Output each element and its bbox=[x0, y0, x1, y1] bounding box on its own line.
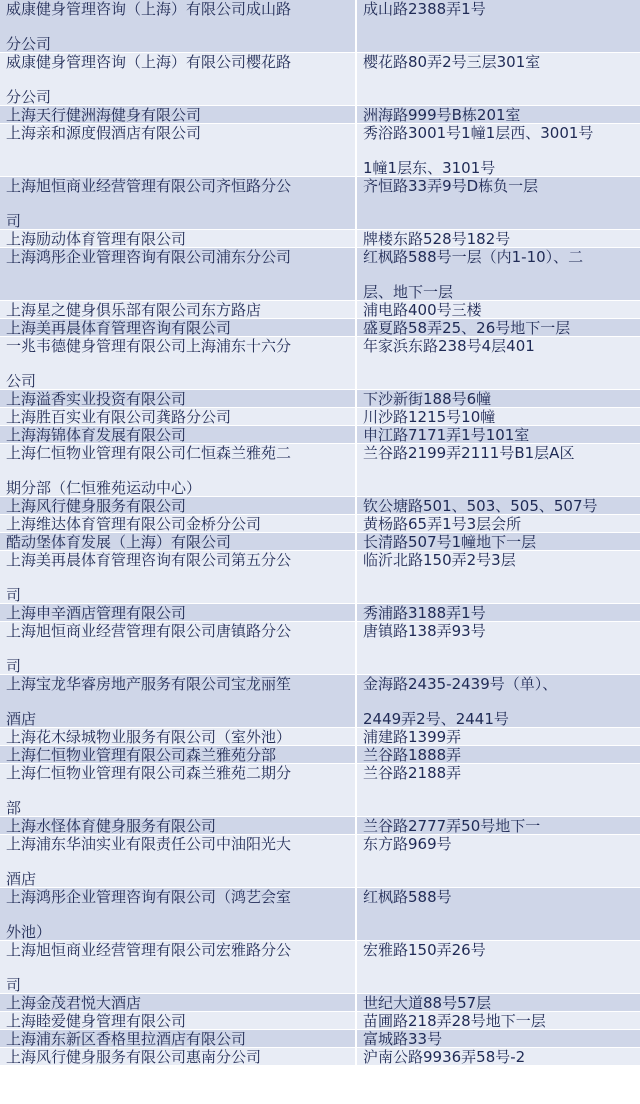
address-text: 牌楼东路528号182号 bbox=[363, 230, 511, 248]
company-name-text: 上海鸿彤企业管理咨询有限公司（鸿艺会室 bbox=[6, 888, 292, 906]
address-cell bbox=[357, 675, 640, 728]
company-name-text: 上海鸿彤企业管理咨询有限公司浦东分公司 bbox=[6, 248, 292, 266]
company-name-cell bbox=[0, 301, 357, 319]
address-cell bbox=[357, 551, 640, 604]
address-text: 盛夏路58弄25、26号地下一层 bbox=[363, 319, 571, 337]
company-name-text: 酒店 bbox=[6, 870, 37, 888]
address-text: 唐镇路138弄93号 bbox=[363, 622, 486, 640]
address-text: 兰谷路2777弄50号地下一 bbox=[363, 817, 541, 835]
company-name-text: 上海海锦体育发展有限公司 bbox=[6, 426, 187, 444]
company-name-text: 司 bbox=[6, 212, 22, 230]
company-name-cell bbox=[0, 124, 357, 177]
address-cell bbox=[357, 1012, 640, 1030]
address-cell bbox=[357, 888, 640, 941]
address-text: 金海路2435-2439号（单）、 bbox=[363, 675, 558, 693]
company-name-text: 上海美再晨体育管理咨询有限公司第五分公 bbox=[6, 551, 292, 569]
address-cell bbox=[357, 622, 640, 675]
company-name-cell bbox=[0, 497, 357, 515]
address-cell bbox=[357, 497, 640, 515]
address-text: 红枫路588号一层（内1-10）、二 bbox=[363, 248, 584, 266]
address-cell bbox=[357, 53, 640, 106]
address-cell bbox=[357, 301, 640, 319]
address-cell bbox=[357, 177, 640, 230]
address-text: 兰谷路2199弄2111号B1层A区 bbox=[363, 444, 575, 462]
address-cell bbox=[357, 426, 640, 444]
company-name-text: 部 bbox=[6, 799, 22, 817]
address-cell bbox=[357, 604, 640, 622]
company-name-cell bbox=[0, 53, 357, 106]
company-name-text: 酷动堡体育发展（上海）有限公司 bbox=[6, 533, 232, 551]
address-cell bbox=[357, 248, 640, 301]
address-text: 东方路969号 bbox=[363, 835, 452, 853]
company-name-cell bbox=[0, 0, 357, 53]
address-text: 宏雅路150弄26号 bbox=[363, 941, 486, 959]
address-text: 成山路2388弄1号 bbox=[363, 0, 486, 18]
company-name-cell bbox=[0, 177, 357, 230]
address-text: 川沙路1215号10幢 bbox=[363, 408, 496, 426]
address-text: 红枫路588号 bbox=[363, 888, 452, 906]
company-name-cell bbox=[0, 106, 357, 124]
address-cell bbox=[357, 0, 640, 53]
company-name-cell bbox=[0, 728, 357, 746]
company-name-text: 上海风行健身服务有限公司惠南分公司 bbox=[6, 1048, 262, 1066]
address-text: 兰谷路1888弄 bbox=[363, 746, 462, 764]
address-text: 1幢1层东、3101号 bbox=[363, 159, 496, 177]
company-name-cell bbox=[0, 1048, 357, 1066]
company-name-text: 酒店 bbox=[6, 710, 37, 728]
address-text: 长清路507号1幢地下一层 bbox=[363, 533, 537, 551]
company-name-cell bbox=[0, 319, 357, 337]
company-name-text: 上海旭恒商业经营管理有限公司齐恒路分公 bbox=[6, 177, 292, 195]
company-name-text: 上海水怪体育健身服务有限公司 bbox=[6, 817, 217, 835]
address-text: 兰谷路2188弄 bbox=[363, 764, 462, 782]
company-name-cell bbox=[0, 515, 357, 533]
company-name-text: 上海美再晨体育管理咨询有限公司 bbox=[6, 319, 232, 337]
address-text: 钦公塘路501、503、505、507号 bbox=[363, 497, 598, 515]
company-name-text: 一兆韦德健身管理有限公司上海浦东十六分 bbox=[6, 337, 292, 355]
address-cell bbox=[357, 319, 640, 337]
company-name-text: 上海金茂君悦大酒店 bbox=[6, 994, 142, 1012]
address-cell bbox=[357, 1030, 640, 1048]
address-cell bbox=[357, 746, 640, 764]
company-name-cell bbox=[0, 551, 357, 604]
company-name-text: 威康健身管理咨询（上海）有限公司成山路 bbox=[6, 0, 292, 18]
company-name-text: 上海旭恒商业经营管理有限公司宏雅路分公 bbox=[6, 941, 292, 959]
company-name-text: 上海睦爱健身管理有限公司 bbox=[6, 1012, 187, 1030]
company-name-cell bbox=[0, 622, 357, 675]
company-name-text: 上海胜百实业有限公司龚路分公司 bbox=[6, 408, 232, 426]
address-text: 秀浴路3001号1幢1层西、3001号 bbox=[363, 124, 594, 142]
company-name-cell bbox=[0, 764, 357, 817]
address-cell bbox=[357, 515, 640, 533]
address-cell bbox=[357, 106, 640, 124]
address-text: 沪南公路9936弄58号-2 bbox=[363, 1048, 526, 1066]
company-name-text: 上海申辛酒店管理有限公司 bbox=[6, 604, 187, 622]
company-name-text: 上海维达体育管理有限公司金桥分公司 bbox=[6, 515, 262, 533]
company-name-cell bbox=[0, 337, 357, 390]
company-name-cell bbox=[0, 604, 357, 622]
address-text: 浦建路1399弄 bbox=[363, 728, 462, 746]
company-name-cell bbox=[0, 408, 357, 426]
address-cell bbox=[357, 408, 640, 426]
address-text: 2449弄2号、2441号 bbox=[363, 710, 509, 728]
company-name-text: 上海花木绿城物业服务有限公司（室外池） bbox=[6, 728, 292, 746]
company-name-cell bbox=[0, 888, 357, 941]
company-name-text: 上海仁恒物业管理有限公司仁恒森兰雅苑二 bbox=[6, 444, 292, 462]
company-name-text: 分公司 bbox=[6, 35, 52, 53]
address-text: 世纪大道88号57层 bbox=[363, 994, 492, 1012]
company-name-text: 上海星之健身俱乐部有限公司东方路店 bbox=[6, 301, 262, 319]
company-name-text: 外池） bbox=[6, 923, 52, 941]
company-name-text: 上海仁恒物业管理有限公司森兰雅苑二期分 bbox=[6, 764, 292, 782]
address-text: 富城路33号 bbox=[363, 1030, 443, 1048]
company-name-cell bbox=[0, 941, 357, 994]
address-cell bbox=[357, 337, 640, 390]
address-cell bbox=[357, 390, 640, 408]
company-name-cell bbox=[0, 675, 357, 728]
company-name-text: 上海励动体育管理有限公司 bbox=[6, 230, 187, 248]
address-text: 年家浜东路238号4层401 bbox=[363, 337, 535, 355]
address-text: 齐恒路33弄9号D栋负一层 bbox=[363, 177, 539, 195]
address-text: 浦电路400号三楼 bbox=[363, 301, 482, 319]
address-text: 层、地下一层 bbox=[363, 283, 454, 301]
address-cell bbox=[357, 230, 640, 248]
company-name-text: 上海浦东华油实业有限责任公司中油阳光大 bbox=[6, 835, 292, 853]
address-text: 黄杨路65弄1号3层会所 bbox=[363, 515, 522, 533]
address-cell bbox=[357, 817, 640, 835]
address-cell bbox=[357, 444, 640, 497]
address-text: 下沙新街188号6幢 bbox=[363, 390, 492, 408]
company-name-cell bbox=[0, 426, 357, 444]
address-text: 临沂北路150弄2号3层 bbox=[363, 551, 516, 569]
address-text: 樱花路80弄2号三层301室 bbox=[363, 53, 541, 71]
company-name-cell bbox=[0, 746, 357, 764]
address-cell bbox=[357, 1048, 640, 1066]
company-name-cell bbox=[0, 1012, 357, 1030]
address-cell bbox=[357, 764, 640, 817]
address-cell bbox=[357, 124, 640, 177]
company-name-text: 上海天行健洲海健身有限公司 bbox=[6, 106, 202, 124]
company-name-cell bbox=[0, 994, 357, 1012]
company-name-cell bbox=[0, 248, 357, 301]
address-text: 洲海路999号B栋201室 bbox=[363, 106, 521, 124]
address-text: 秀浦路3188弄1号 bbox=[363, 604, 486, 622]
company-name-text: 分公司 bbox=[6, 88, 52, 106]
company-name-text: 司 bbox=[6, 586, 22, 604]
address-cell bbox=[357, 728, 640, 746]
company-name-text: 司 bbox=[6, 657, 22, 675]
address-cell bbox=[357, 835, 640, 888]
company-name-text: 上海宝龙华睿房地产服务有限公司宝龙丽笙 bbox=[6, 675, 292, 693]
company-name-text: 上海旭恒商业经营管理有限公司唐镇路分公 bbox=[6, 622, 292, 640]
company-name-text: 上海仁恒物业管理有限公司森兰雅苑分部 bbox=[6, 746, 277, 764]
company-name-text: 上海浦东新区香格里拉酒店有限公司 bbox=[6, 1030, 247, 1048]
company-name-cell bbox=[0, 444, 357, 497]
company-name-text: 上海风行健身服务有限公司 bbox=[6, 497, 187, 515]
company-name-cell bbox=[0, 533, 357, 551]
company-name-cell bbox=[0, 835, 357, 888]
company-name-text: 期分部（仁恒雅苑运动中心） bbox=[6, 479, 202, 497]
address-cell bbox=[357, 941, 640, 994]
address-cell bbox=[357, 533, 640, 551]
address-text: 申江路7171弄1号101室 bbox=[363, 426, 530, 444]
company-name-text: 司 bbox=[6, 976, 22, 994]
company-name-text: 上海溢香实业投资有限公司 bbox=[6, 390, 187, 408]
company-name-cell bbox=[0, 817, 357, 835]
address-text: 苗圃路218弄28号地下一层 bbox=[363, 1012, 546, 1030]
company-name-cell bbox=[0, 1030, 357, 1048]
company-name-text: 威康健身管理咨询（上海）有限公司樱花路 bbox=[6, 53, 292, 71]
company-name-text: 公司 bbox=[6, 372, 37, 390]
company-name-cell bbox=[0, 390, 357, 408]
address-cell bbox=[357, 994, 640, 1012]
company-name-text: 上海亲和源度假酒店有限公司 bbox=[6, 124, 202, 142]
company-name-cell bbox=[0, 230, 357, 248]
